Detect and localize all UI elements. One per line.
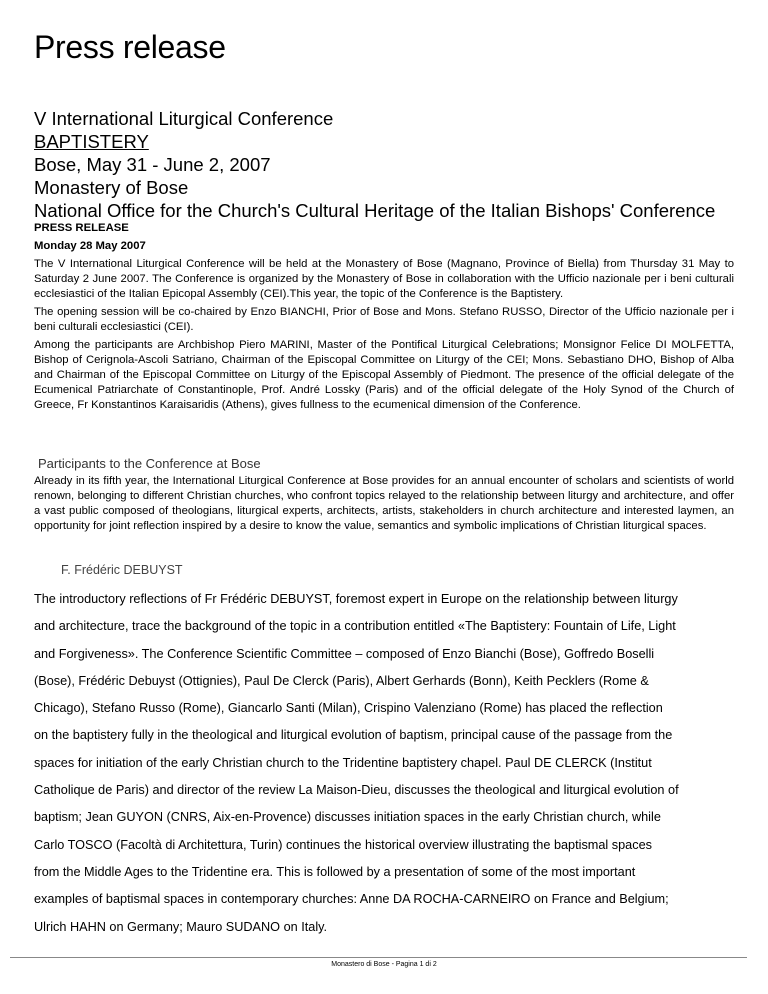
text-line: and Forgiveness». The Conference Scientific Committee – composed of Enzo Bianchi (Bose), Goffredo Boselli bbox=[34, 646, 655, 661]
conference-partner: National Office for the Church's Cultural Heritage of the Italian Bishops' Conference bbox=[34, 200, 716, 221]
text-line: Carlo TOSCO (Facoltà di Architettura, Turin) continues the historical overview illustrating the baptismal spaces bbox=[34, 837, 652, 852]
press-release-heading: PRESS RELEASE bbox=[34, 222, 129, 234]
footer-divider bbox=[10, 957, 747, 958]
section-heading-participants: Participants to the Conference at Bose bbox=[38, 456, 261, 471]
page-title: Press release bbox=[34, 29, 226, 65]
press-release-block bbox=[34, 221, 734, 416]
text-line: examples of baptismal spaces in contemporary churches: Anne DA ROCHA-CARNEIRO on France and Belgium; bbox=[34, 892, 669, 907]
text-line: baptism; Jean GUYON (CNRS, Aix-en-Provence) discusses initiation spaces in the early Christian church, while bbox=[34, 810, 661, 825]
press-paragraph-1: The V International Liturgical Conference will be held at the Monastery of Bose (Magnano, Province of Biella) from Thursday 31 May to Saturday 2 June 2007. The Conference is organized by the Monastery of Bose in collaboration with the Ufficio nazionale per i beni culturali ecclesiastici of the Italian Epicopal Assembly (CEI).This year, the topic of the Conference is the Baptistery. bbox=[34, 258, 734, 300]
text-line: and architecture, trace the background of the topic in a contribution entitled «The Baptistery: Fountain of Life, Light bbox=[34, 619, 676, 634]
conference-name: V International Liturgical Conference bbox=[34, 108, 334, 129]
text-line: spaces for initiation of the early Christian church to the Tridentine baptistery chapel. Paul DE CLERCK (Institut bbox=[34, 755, 652, 770]
text-line: (Bose), Frédéric Debuyst (Ottignies), Paul De Clerck (Paris), Albert Gerhards (Bonn), Keith Pecklers (Rome & bbox=[34, 673, 649, 688]
text-line: Chicago), Stefano Russo (Rome), Giancarlo Santi (Milan), Crispino Valenziano (Rome) has placed the reflection bbox=[34, 701, 663, 716]
page-footer: Monastero di Bose - Pagina 1 di 2 bbox=[331, 961, 437, 968]
text-line: Catholique de Paris) and director of the review La Maison-Dieu, discusses the theological and liturgical evolution of bbox=[34, 783, 679, 798]
press-release-date: Monday 28 May 2007 bbox=[34, 240, 146, 252]
text-line: The introductory reflections of Fr Frédéric DEBUYST, foremost expert in Europe on the relationship between liturgy bbox=[34, 592, 678, 606]
text-line: on the baptistery fully in the theological and liturgical evolution of baptism, principal cause of the passage from the bbox=[34, 728, 673, 743]
section-heading-debuyst: F. Frédéric DEBUYST bbox=[61, 563, 183, 577]
conference-dates: Bose, May 31 - June 2, 2007 bbox=[34, 154, 271, 175]
conference-venue: Monastery of Bose bbox=[34, 177, 189, 198]
section-body-debuyst bbox=[34, 586, 746, 941]
section-body-participants: Already in its fifth year, the International Liturgical Conference at Bose provides for an annual encounter of scholars and scientists of world renown, belonging to different Christian churches, who confront topics relayed to the relationship between liturgy and architecture, and offer a vast public composed of theologians, liturgical experts, architects, artists, stakeholders in church architecture and interested laymen, an opportunity for joint reflection inspired by a desire to know the value, semantics and symbolic implications of Christian liturgical spaces. bbox=[34, 475, 734, 532]
press-paragraph-2: The opening session will be co-chaired by Enzo BIANCHI, Prior of Bose and Mons. Stefano RUSSO, Director of the Ufficio nazionale per i beni culturali ecclesiastici (CEI). bbox=[34, 306, 734, 333]
conference-header bbox=[34, 107, 734, 222]
text-line: from the Middle Ages to the Tridentine era. This is followed by a presentation of some of the most important bbox=[34, 864, 636, 879]
text-line: Ulrich HAHN on Germany; Mauro SUDANO on Italy. bbox=[34, 919, 328, 934]
conference-topic-link[interactable]: BAPTISTERY bbox=[34, 131, 149, 152]
press-paragraph-3: Among the participants are Archbishop Piero MARINI, Master of the Pontifical Liturgical Celebrations; Monsignor Felice DI MOLFETTA, Bishop of Cerignola-Ascoli Satriano, Chairman of the Episcopal Committee on Liturgy of the CEI; Mons. Sebastiano DHO, Bishop of Alba and Chairman of the Episcopal Committee on Liturgy of the Episcopal Assembly of Piedmont. The presence of the official delegate of the Ecumenical Patriarchate of Constantinople, Prof. André Lossky (Paris) and of the official delegate of the Holy Synod of the Church of Greece, Fr Konstantinos Karaisaridis (Athens), gives fullness to the ecumenical dimension of the Conference. bbox=[34, 339, 734, 411]
